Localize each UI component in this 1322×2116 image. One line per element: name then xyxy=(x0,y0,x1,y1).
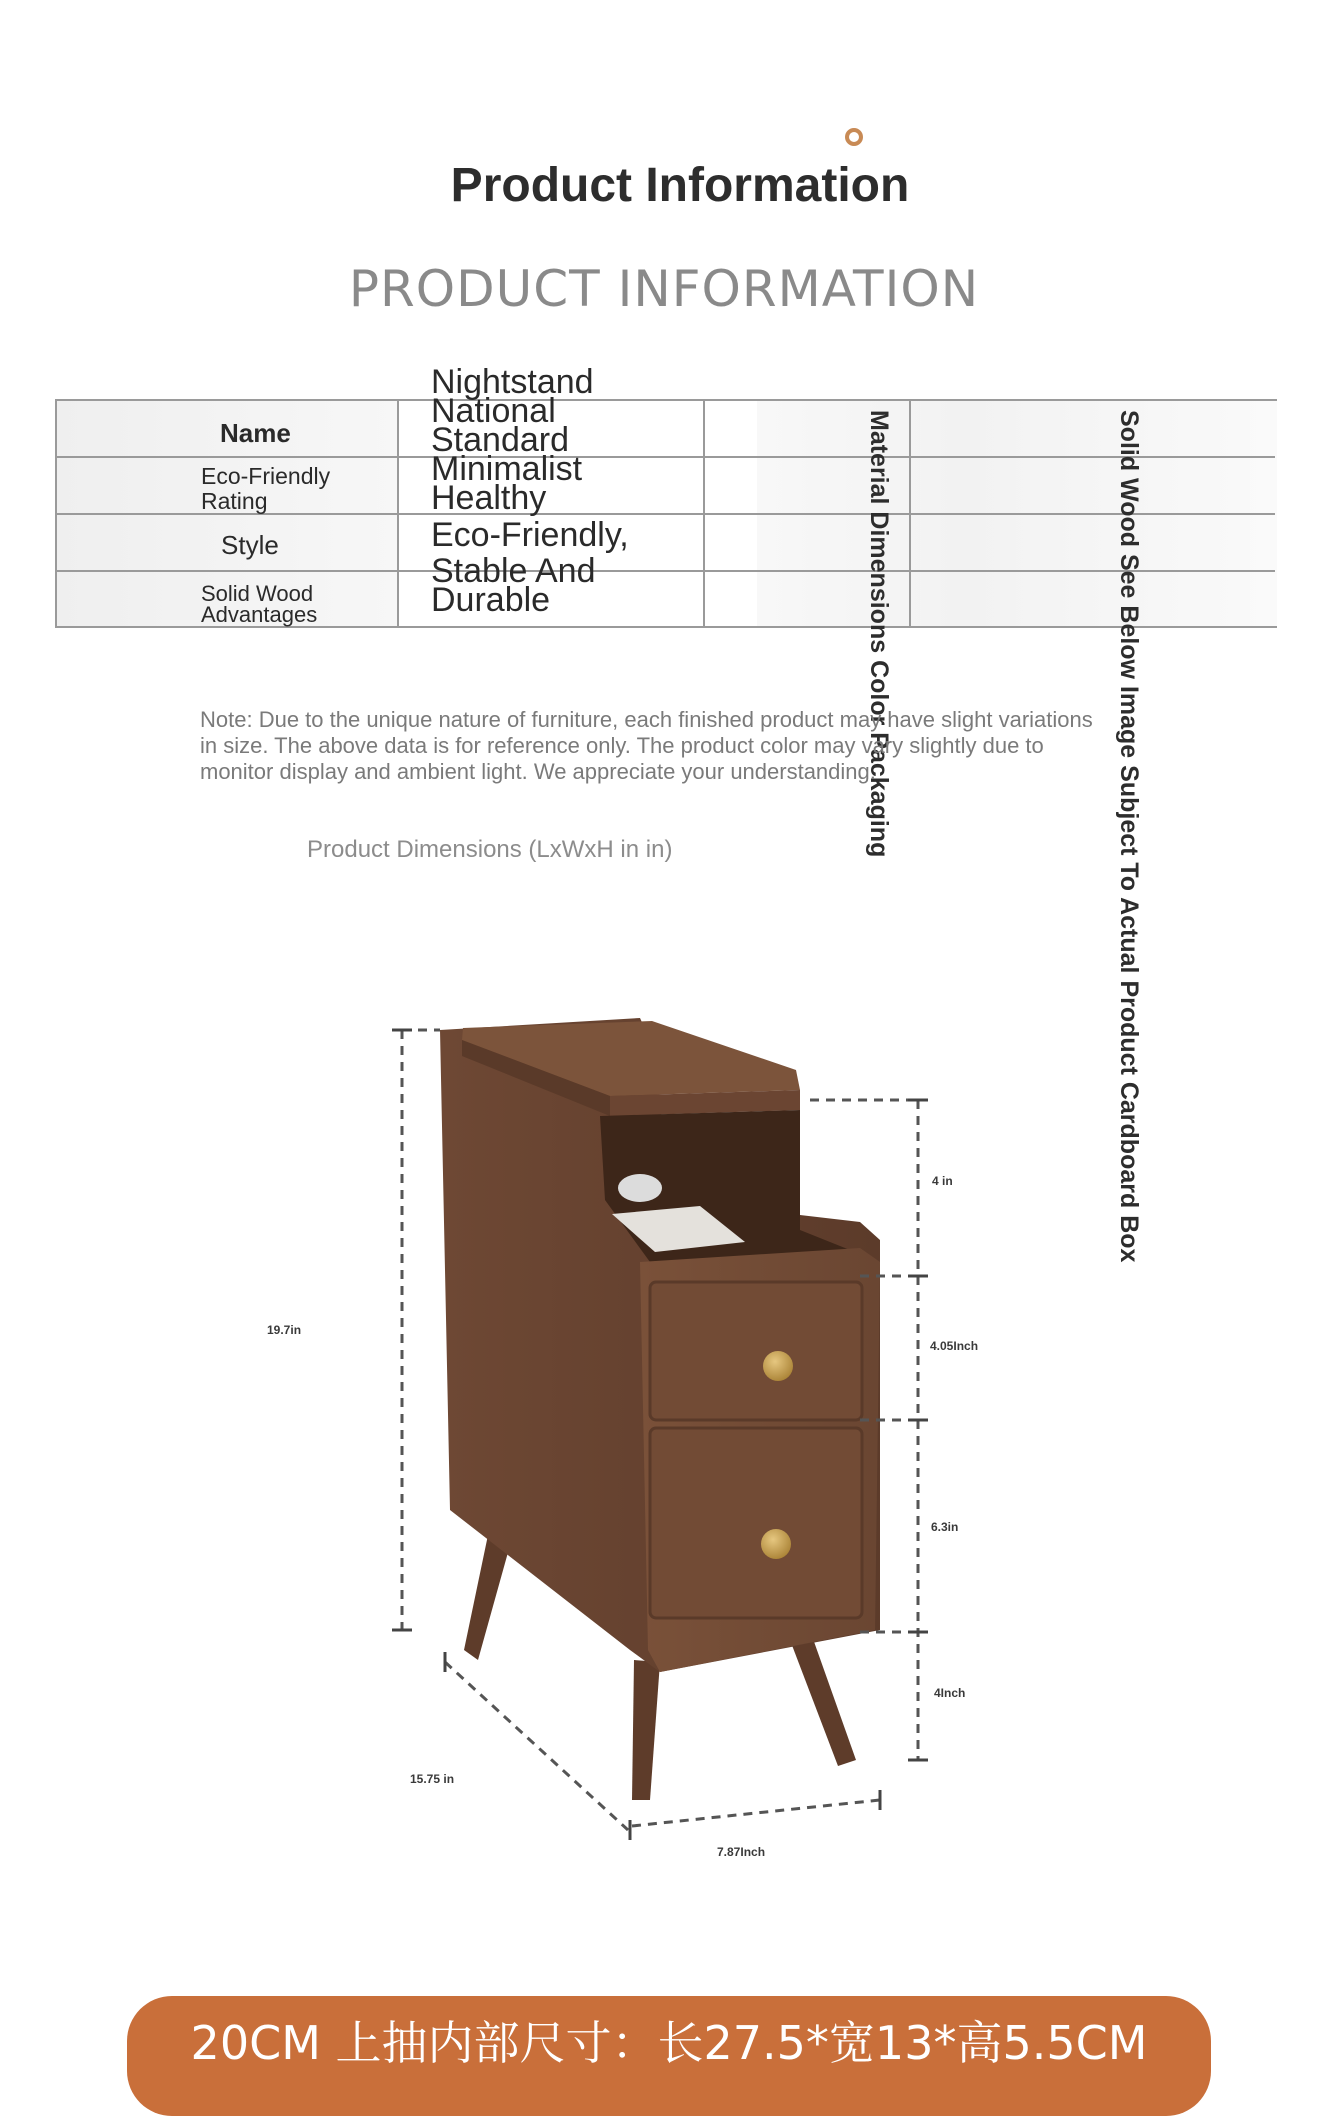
drawer-1 xyxy=(650,1282,862,1420)
note-text: Note: Due to the unique nature of furniture, each finished product may have slight variations in size. The above data is for reference only. The product color may vary slightly due to monitor display and ambient light. We appreciate your understanding. xyxy=(200,707,1093,784)
page-title: Product Information xyxy=(450,159,910,212)
dim-label-top-gap: 4 in xyxy=(932,1174,953,1188)
dimensions-caption: Product Dimensions (LxWxH in in) xyxy=(307,836,673,863)
leg xyxy=(790,1636,856,1766)
value-line: National xyxy=(431,392,556,430)
drawer-knob xyxy=(761,1529,791,1559)
value-line: Standard xyxy=(431,421,569,459)
vertical-labels: Material Dimensions Color Packaging xyxy=(865,410,893,858)
leg xyxy=(464,1535,512,1660)
label-style: Style xyxy=(221,530,279,560)
label-name: Name xyxy=(220,418,291,448)
value-line: Minimalist xyxy=(431,450,583,488)
dim-label-drawer1: 4.05Inch xyxy=(930,1339,979,1353)
dim-label-depth: 15.75 in xyxy=(410,1772,455,1786)
dim-label-width: 7.87Inch xyxy=(717,1845,766,1859)
value-line: Durable xyxy=(431,581,551,619)
leg xyxy=(632,1660,660,1800)
vertical-values: Solid Wood See Below Image Subject To Actual Product Cardboard Box xyxy=(1115,410,1143,1263)
drawer-knob xyxy=(763,1351,793,1381)
dim-label-legs: 4Inch xyxy=(934,1686,966,1700)
value-line: Nightstand xyxy=(431,363,594,401)
label-solid-wood-advantages: Solid Wood Advantages xyxy=(201,581,318,627)
value-line: Healthy xyxy=(431,479,547,517)
dim-label-height: 19.7in xyxy=(267,1323,302,1337)
earbuds-case xyxy=(618,1174,662,1202)
banner-text: 20CM 上抽内部尺寸：长27.5*宽13*高5.5CM xyxy=(190,2016,1148,2070)
page-subtitle: PRODUCT INFORMATION xyxy=(348,260,980,318)
dim-label-drawer2: 6.3in xyxy=(931,1520,959,1534)
dim-line-width xyxy=(632,1800,880,1826)
dim-line-depth xyxy=(445,1662,628,1830)
value-line: Eco-Friendly, xyxy=(431,516,629,554)
value-line: Stable And xyxy=(431,552,596,590)
label-eco-rating: Eco-Friendly Rating xyxy=(201,463,331,514)
drawer-2 xyxy=(650,1428,862,1618)
